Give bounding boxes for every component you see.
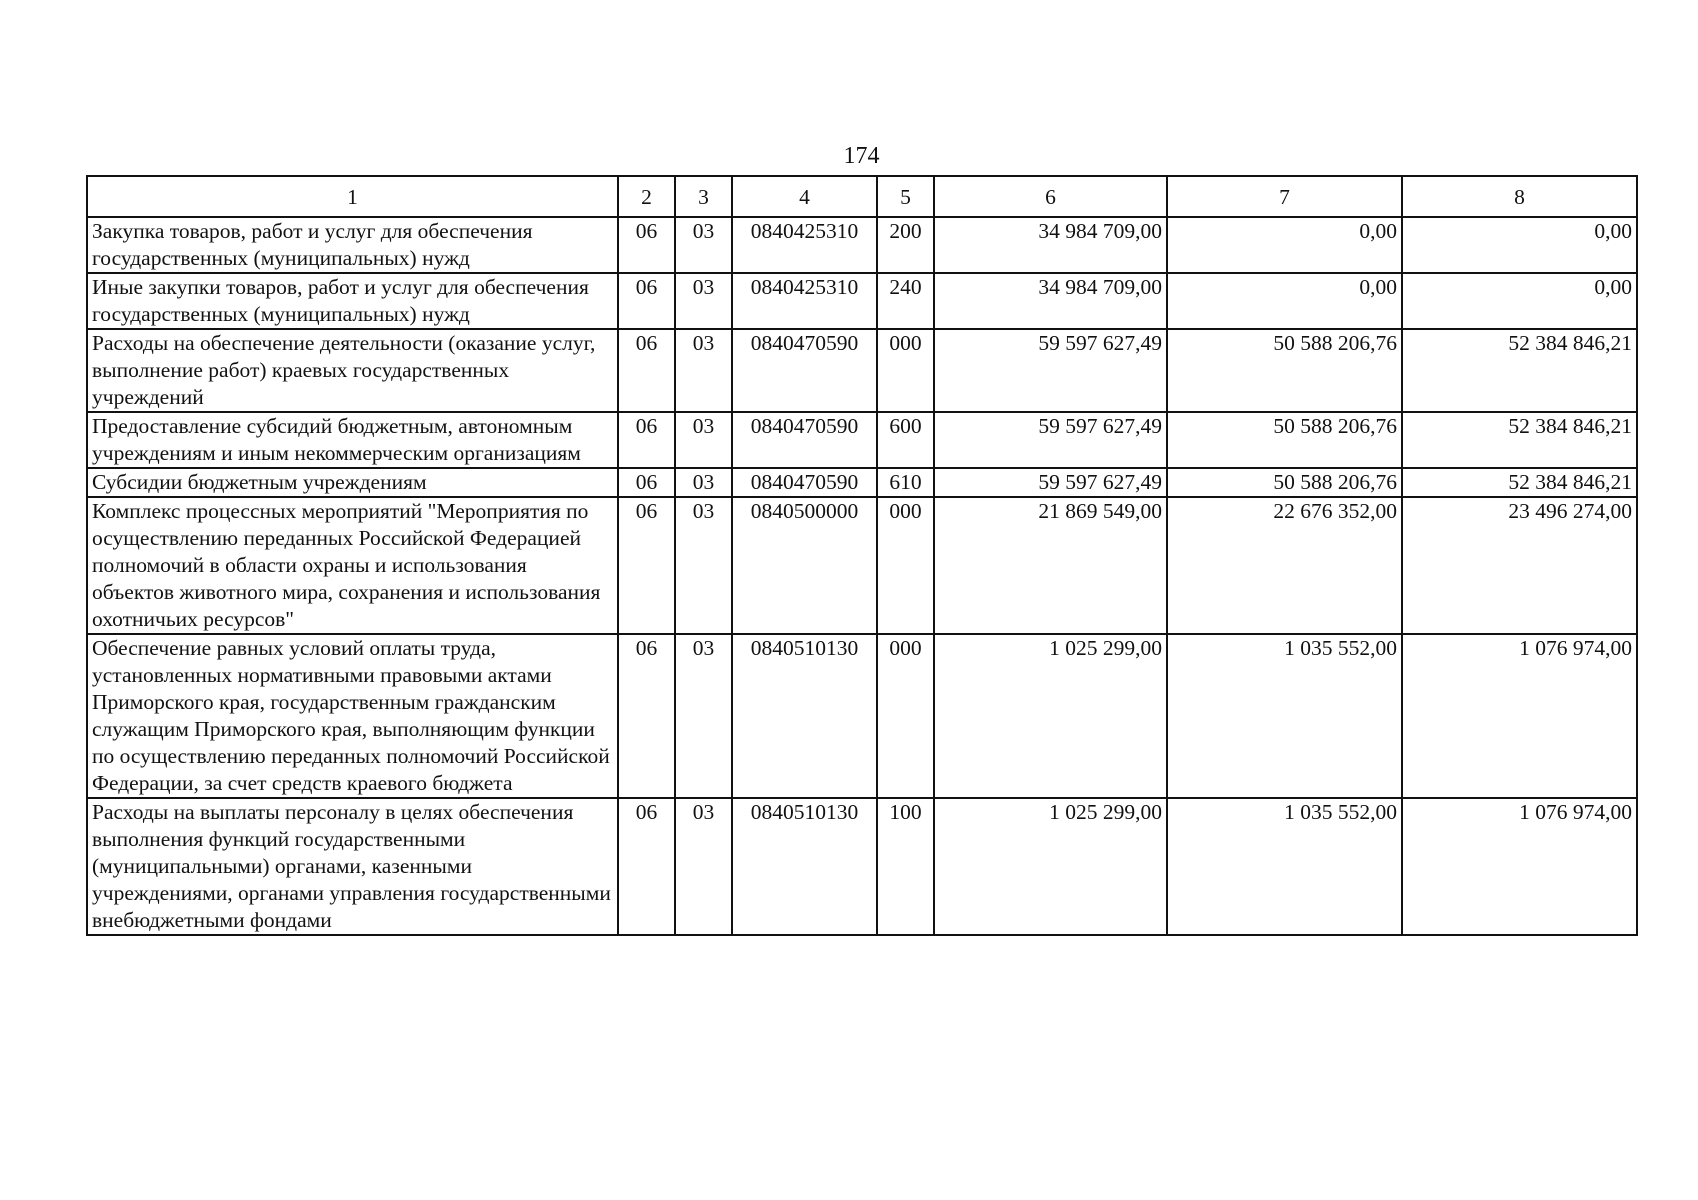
row-subsection-code: 03 <box>675 329 732 412</box>
row-amount-col8: 23 496 274,00 <box>1402 497 1637 634</box>
row-amount-col6: 34 984 709,00 <box>934 217 1167 273</box>
row-name: Обеспечение равных условий оплаты труда, установленных нормативными правовыми актами Приморского края, государственным гражданским служащим Приморского края, выполняющим функции по осуществлению переданных полномочий Российской Федерации, за счет средств краевого бюджета <box>87 634 618 798</box>
row-section-code: 06 <box>618 798 675 935</box>
table-row <box>87 634 1637 798</box>
row-section-code: 06 <box>618 329 675 412</box>
column-header: 6 <box>934 176 1167 217</box>
row-amount-col7: 50 588 206,76 <box>1167 329 1402 412</box>
row-target-article: 0840470590 <box>732 329 877 412</box>
table-header-row <box>87 176 1637 217</box>
row-amount-col8: 0,00 <box>1402 217 1637 273</box>
row-subsection-code: 03 <box>675 497 732 634</box>
row-amount-col7: 1 035 552,00 <box>1167 798 1402 935</box>
row-expense-type: 610 <box>877 468 934 497</box>
column-header: 1 <box>87 176 618 217</box>
table-row <box>87 273 1637 329</box>
row-name: Иные закупки товаров, работ и услуг для обеспечения государственных (муниципальных) нужд <box>87 273 618 329</box>
row-target-article: 0840425310 <box>732 217 877 273</box>
row-amount-col6: 21 869 549,00 <box>934 497 1167 634</box>
row-expense-type: 240 <box>877 273 934 329</box>
column-header: 3 <box>675 176 732 217</box>
column-header: 7 <box>1167 176 1402 217</box>
row-expense-type: 600 <box>877 412 934 468</box>
row-name: Расходы на обеспечение деятельности (оказание услуг, выполнение работ) краевых государственных учреждений <box>87 329 618 412</box>
row-amount-col7: 1 035 552,00 <box>1167 634 1402 798</box>
row-target-article: 0840500000 <box>732 497 877 634</box>
row-section-code: 06 <box>618 497 675 634</box>
row-expense-type: 000 <box>877 329 934 412</box>
row-amount-col8: 52 384 846,21 <box>1402 412 1637 468</box>
row-name: Комплекс процессных мероприятий "Мероприятия по осуществлению переданных Российской Федерацией полномочий в области охраны и использования объектов животного мира, сохранения и использования охотничьих ресурсов" <box>87 497 618 634</box>
row-expense-type: 000 <box>877 634 934 798</box>
row-amount-col7: 0,00 <box>1167 217 1402 273</box>
page-number-text: 174 <box>843 143 880 169</box>
row-amount-col7: 50 588 206,76 <box>1167 412 1402 468</box>
row-subsection-code: 03 <box>675 468 732 497</box>
row-expense-type: 000 <box>877 497 934 634</box>
budget-table <box>86 175 1638 936</box>
table-row <box>87 497 1637 634</box>
row-amount-col6: 59 597 627,49 <box>934 468 1167 497</box>
row-target-article: 0840510130 <box>732 798 877 935</box>
column-header: 4 <box>732 176 877 217</box>
column-header: 8 <box>1402 176 1637 217</box>
row-subsection-code: 03 <box>675 217 732 273</box>
row-target-article: 0840425310 <box>732 273 877 329</box>
column-header: 5 <box>877 176 934 217</box>
row-section-code: 06 <box>618 412 675 468</box>
table-row <box>87 468 1637 497</box>
column-header: 2 <box>618 176 675 217</box>
row-amount-col8: 1 076 974,00 <box>1402 634 1637 798</box>
row-amount-col8: 0,00 <box>1402 273 1637 329</box>
table-row <box>87 798 1637 935</box>
row-section-code: 06 <box>618 634 675 798</box>
row-amount-col6: 1 025 299,00 <box>934 634 1167 798</box>
row-target-article: 0840470590 <box>732 468 877 497</box>
row-subsection-code: 03 <box>675 412 732 468</box>
row-name: Закупка товаров, работ и услуг для обеспечения государственных (муниципальных) нужд <box>87 217 618 273</box>
row-amount-col6: 59 597 627,49 <box>934 329 1167 412</box>
table-row <box>87 329 1637 412</box>
row-section-code: 06 <box>618 273 675 329</box>
row-amount-col8: 52 384 846,21 <box>1402 468 1637 497</box>
row-name: Субсидии бюджетным учреждениям <box>87 468 618 497</box>
page-number <box>0 143 1698 169</box>
row-subsection-code: 03 <box>675 798 732 935</box>
row-amount-col7: 0,00 <box>1167 273 1402 329</box>
row-section-code: 06 <box>618 217 675 273</box>
row-target-article: 0840470590 <box>732 412 877 468</box>
row-amount-col6: 59 597 627,49 <box>934 412 1167 468</box>
row-amount-col6: 34 984 709,00 <box>934 273 1167 329</box>
row-target-article: 0840510130 <box>732 634 877 798</box>
row-name: Предоставление субсидий бюджетным, автономным учреждениям и иным некоммерческим организациям <box>87 412 618 468</box>
table-row <box>87 217 1637 273</box>
row-amount-col8: 1 076 974,00 <box>1402 798 1637 935</box>
row-subsection-code: 03 <box>675 273 732 329</box>
row-subsection-code: 03 <box>675 634 732 798</box>
row-name: Расходы на выплаты персоналу в целях обеспечения выполнения функций государственными (муниципальными) органами, казенными учреждениями, органами управления государственными внебюджетными фондами <box>87 798 618 935</box>
row-expense-type: 100 <box>877 798 934 935</box>
row-section-code: 06 <box>618 468 675 497</box>
row-amount-col7: 50 588 206,76 <box>1167 468 1402 497</box>
row-amount-col8: 52 384 846,21 <box>1402 329 1637 412</box>
table-row <box>87 412 1637 468</box>
row-amount-col6: 1 025 299,00 <box>934 798 1167 935</box>
row-amount-col7: 22 676 352,00 <box>1167 497 1402 634</box>
row-expense-type: 200 <box>877 217 934 273</box>
